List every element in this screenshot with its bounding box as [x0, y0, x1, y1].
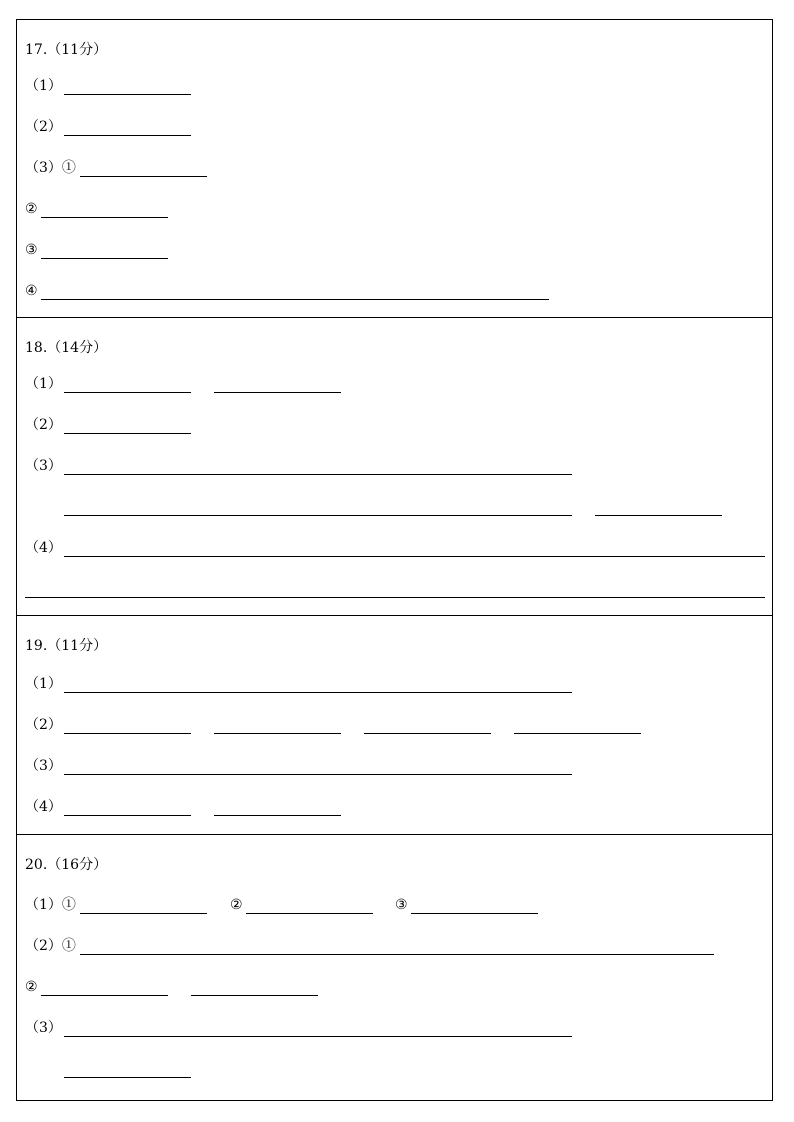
q19-part-3-label: （3） — [25, 758, 62, 774]
q17-part-3-label: （3）① — [25, 160, 76, 176]
q17-part-1-answer-line[interactable] — [64, 94, 191, 95]
q20-part-2-item-1-answer-line[interactable] — [80, 954, 714, 955]
q19-part-4-answer-line-b[interactable] — [214, 815, 341, 816]
q17-item-3-answer-line[interactable] — [41, 258, 168, 259]
q18-part-3-answer-line-c[interactable] — [595, 515, 722, 516]
section-20 — [16, 834, 773, 1101]
question-20-heading: 20.（16分） — [25, 857, 108, 873]
q20-part-2-item-2-label: ② — [25, 979, 38, 995]
q20-part-2-item-2-answer-line-a[interactable] — [41, 995, 168, 996]
q20-part-1-item-2-label: ② — [230, 897, 243, 913]
q20-part-1-item-2-answer-line[interactable] — [246, 913, 373, 914]
q17-item-3-label: ③ — [25, 242, 38, 258]
q17-part-2-answer-line[interactable] — [64, 135, 191, 136]
q18-part-2-answer-line[interactable] — [64, 433, 191, 434]
q19-part-2-answer-line-c[interactable] — [364, 733, 491, 734]
q18-part-1-answer-line-a[interactable] — [64, 392, 191, 393]
q17-part-2-label: （2） — [25, 119, 62, 135]
q19-part-4-answer-line-a[interactable] — [64, 815, 191, 816]
q20-part-2-label: （2）① — [25, 938, 76, 954]
q20-part-1-label: （1）① — [25, 897, 76, 913]
q19-part-3-answer-line[interactable] — [64, 774, 572, 775]
q18-part-3-answer-line-b[interactable] — [64, 515, 572, 516]
section-19 — [16, 615, 773, 835]
q18-part-1-label: （1） — [25, 376, 62, 392]
q19-part-2-answer-line-b[interactable] — [214, 733, 341, 734]
q17-part-1-label: （1） — [25, 78, 62, 94]
q18-part-3-label: （3） — [25, 458, 62, 474]
q20-part-1-item-1-answer-line[interactable] — [80, 913, 207, 914]
q20-part-1-item-3-label: ③ — [395, 897, 408, 913]
q19-part-2-answer-line-a[interactable] — [64, 733, 191, 734]
q18-part-4-answer-line-b[interactable] — [25, 597, 765, 598]
q18-part-3-answer-line-a[interactable] — [64, 474, 572, 475]
section-17 — [16, 19, 773, 318]
q17-item-2-answer-line[interactable] — [41, 217, 168, 218]
section-18 — [16, 317, 773, 616]
q19-part-1-answer-line[interactable] — [64, 692, 572, 693]
q20-part-3-answer-line-a[interactable] — [64, 1036, 572, 1037]
q18-part-4-answer-line-a[interactable] — [64, 556, 765, 557]
q19-part-1-label: （1） — [25, 676, 62, 692]
question-18-heading: 18.（14分） — [25, 340, 108, 356]
q17-item-2-label: ② — [25, 201, 38, 217]
q20-part-3-label: （3） — [25, 1020, 62, 1036]
q19-part-4-label: （4） — [25, 799, 62, 815]
q18-part-2-label: （2） — [25, 417, 62, 433]
q20-part-2-item-2-answer-line-b[interactable] — [191, 995, 318, 996]
q17-part-3-item-1-answer-line[interactable] — [80, 176, 207, 177]
q17-item-4-label: ④ — [25, 283, 38, 299]
question-17-heading: 17.（11分） — [25, 42, 108, 58]
q19-part-2-label: （2） — [25, 717, 62, 733]
q20-part-3-answer-line-b[interactable] — [64, 1077, 191, 1078]
q20-part-1-item-3-answer-line[interactable] — [411, 913, 538, 914]
q18-part-4-label: （4） — [25, 540, 62, 556]
question-19-heading: 19.（11分） — [25, 638, 108, 654]
q19-part-2-answer-line-d[interactable] — [514, 733, 641, 734]
q17-item-4-answer-line[interactable] — [41, 299, 549, 300]
q18-part-1-answer-line-b[interactable] — [214, 392, 341, 393]
